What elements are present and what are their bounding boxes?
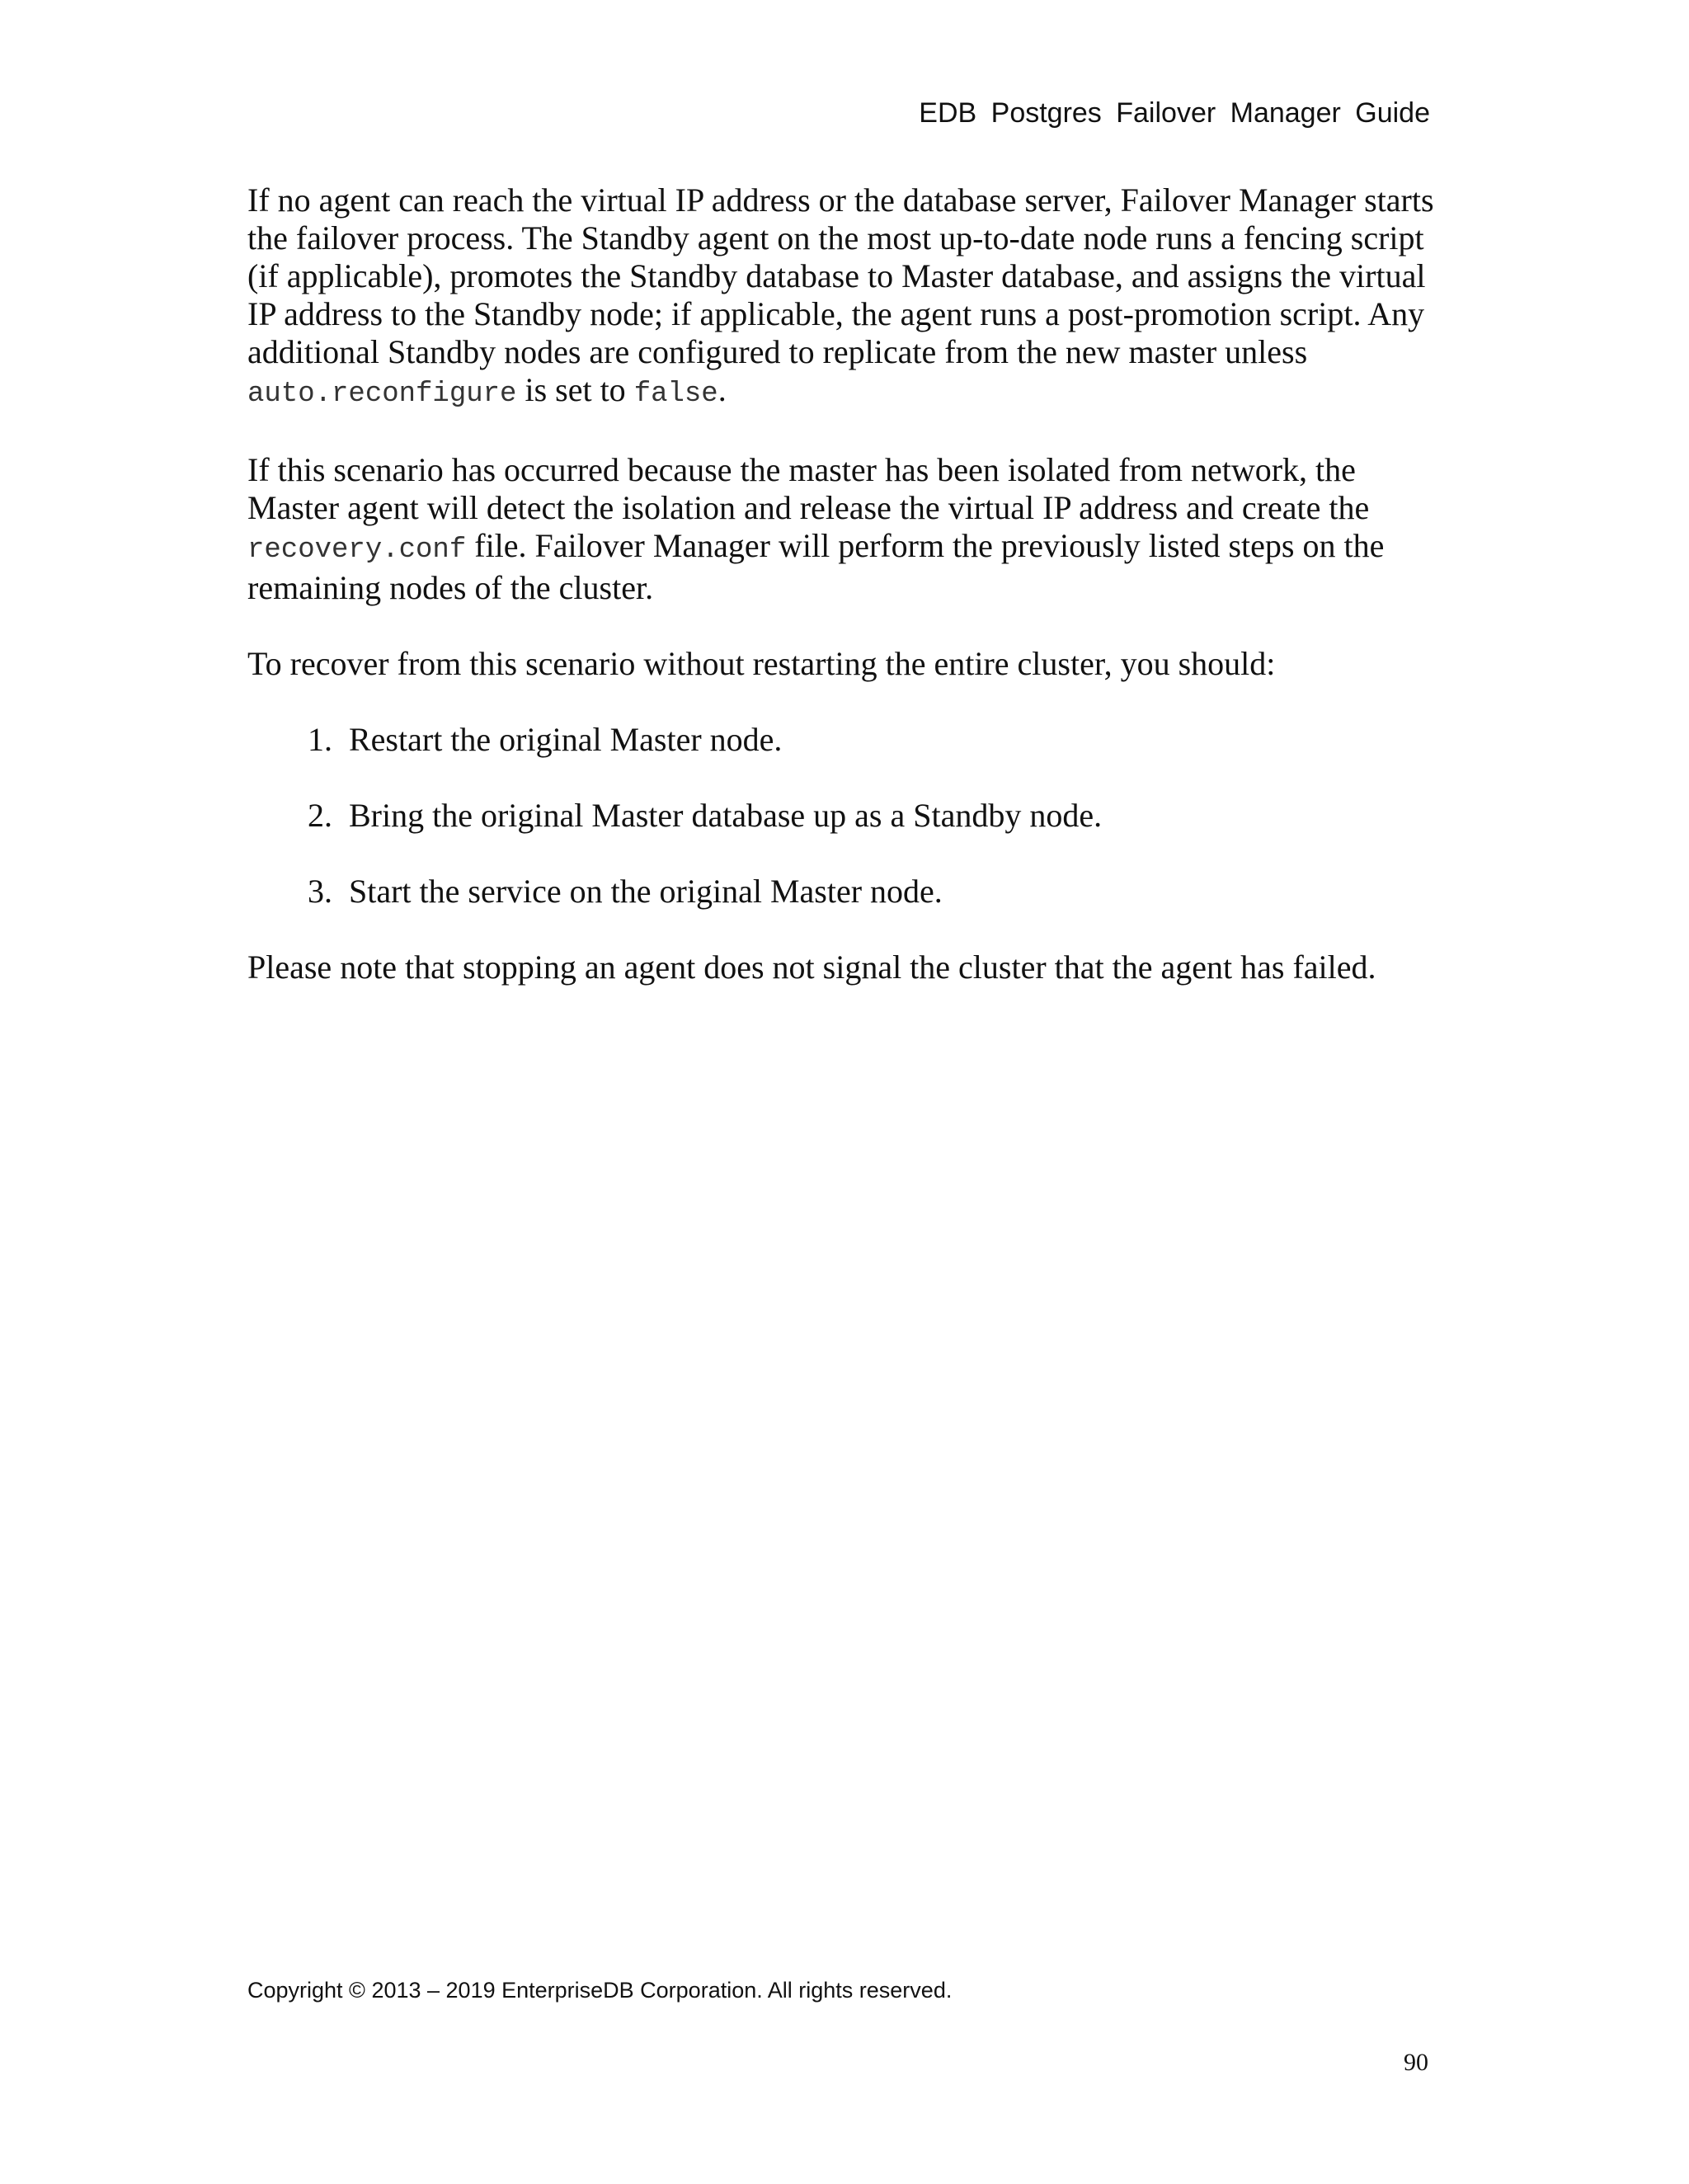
list-item <box>247 873 1443 911</box>
inline-code-recovery-conf: recovery.conf <box>247 534 467 566</box>
step-text: Restart the original Master node. <box>349 721 783 758</box>
document-body <box>247 181 1443 1024</box>
step-text: Start the service on the original Master node. <box>349 873 943 910</box>
inline-code-false: false <box>633 379 718 410</box>
step-number: 3. <box>308 873 332 910</box>
paragraph-isolation-scenario <box>247 451 1443 607</box>
paragraph-text: is set to <box>516 371 634 408</box>
paragraph-agent-note: Please note that stopping an agent does not signal the cluster that the agent has failed. <box>247 948 1376 986</box>
paragraph-text: . <box>717 371 727 408</box>
step-text: Bring the original Master database up as a Standby node. <box>349 797 1103 834</box>
page-header-title: EDB Postgres Failover Manager Guide <box>919 97 1430 129</box>
page-number: 90 <box>1404 2049 1428 2076</box>
paragraph-text: file. Failover Manager will perform the previously listed steps on the remaining nodes of the cluster. <box>247 527 1385 606</box>
copyright-footer: Copyright © 2013 – 2019 EnterpriseDB Corporation. All rights reserved. <box>247 1978 953 2003</box>
step-number: 1. <box>308 721 332 758</box>
paragraph-failover-process <box>247 181 1443 413</box>
recovery-steps-list <box>247 721 1443 911</box>
list-item <box>247 797 1443 835</box>
inline-code-auto-reconfigure: auto.reconfigure <box>247 379 517 410</box>
paragraph-recovery-intro: To recover from this scenario without restarting the entire cluster, you should: <box>247 645 1276 682</box>
paragraph-text: If no agent can reach the virtual IP address or the database server, Failover Manager starts the failover process. The Standby agent on the most up-to-date node runs a fencing script (if applicable), promotes the Standby database to Master database, and assigns the virtual IP address to the Standby node; if applicable, the agent runs a post-promotion script. Any additional Standby nodes are configured to replicate from the new master unless <box>247 181 1434 370</box>
paragraph-text: If this scenario has occurred because the master has been isolated from network, the Master agent will detect the isolation and release the virtual IP address and create the <box>247 451 1370 526</box>
step-number: 2. <box>308 797 332 834</box>
list-item <box>247 721 1443 759</box>
